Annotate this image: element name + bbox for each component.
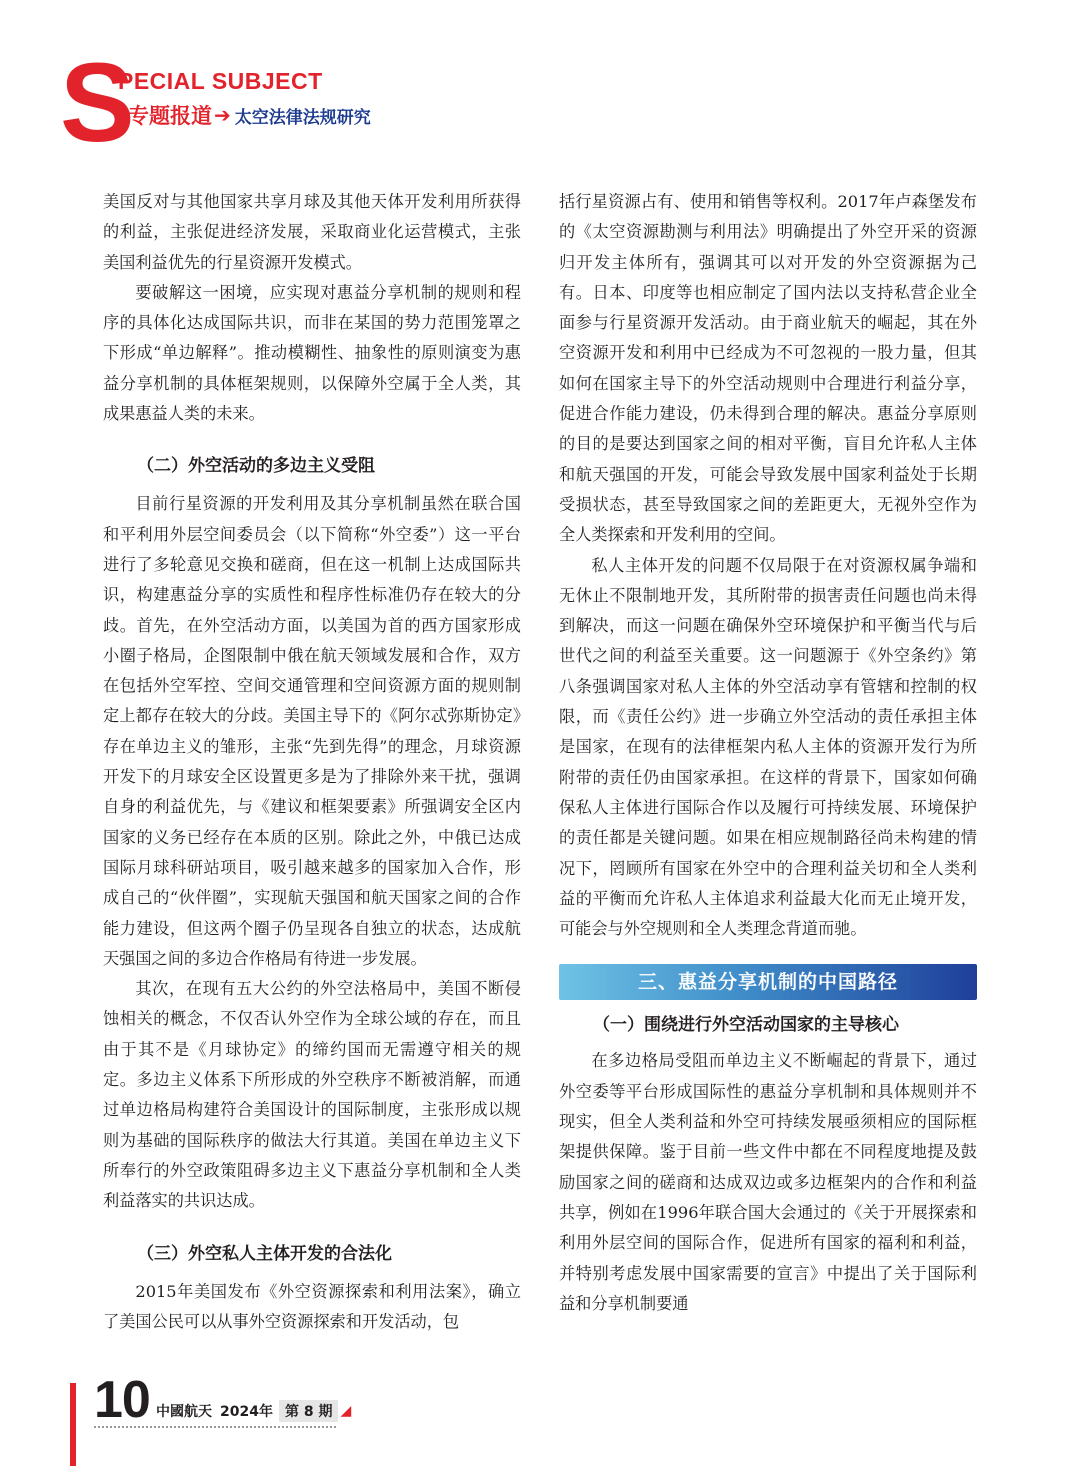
magazine-name: 中國航天 <box>156 1404 212 1420</box>
subsection-heading: （三）外空私人主体开发的合法化 <box>137 1243 392 1264</box>
section-breadcrumb <box>128 100 371 130</box>
left-column <box>103 187 521 1337</box>
page-number: 10 <box>94 1371 150 1429</box>
issue-year: 2024年 <box>220 1404 273 1420</box>
paragraph: 2015年美国发布《外空资源探索和利用法案》，确立了美国公民可以从事外空资源探索和开发活动，包 <box>103 1281 521 1331</box>
issue-number: 第 8 期 <box>279 1400 339 1422</box>
right-column <box>559 187 977 1319</box>
footer-divider <box>94 1426 336 1428</box>
paragraph: 其次，在现有五大公约的外空法格局中，美国不断侵蚀相关的概念，不仅否认外空作为全球公域的存在，而且由于其不是《月球协定》的缔约国而无需遵守相关的规定。多边主义体系下所形成的外空秩序不断被消解，而通过单边格局构建符合美国设计的国际制度，主张形成以规则为基础的国际秩序的做法大行其道。美国在单边主义下所奉行的外空政策阻碍多边主义下惠益分享机制和全人类利益落实的共识达成。 <box>103 979 521 1211</box>
footer-info <box>156 1400 351 1422</box>
special-subject-title: PECIAL SUBJECT <box>118 68 323 94</box>
paragraph: 目前行星资源的开发利用及其分享机制虽然在联合国和平利用外层空间委员会（以下简称“外空委”）这一平台进行了多轮意见交换和磋商，但在这一机制上达成国际共识，构建惠益分享的实质性和程序性标准仍存在较大的分歧。首先，在外空活动方面，以美国为首的西方国家形成小圈子格局，企图限制中俄在航天领域发展和合作，双方在包括外空军控、空间交通管理和空间资源方面的规则制定上都存在较大的分歧。美国主导下的《阿尔忒弥斯协定》存在单边主义的雏形，主张“先到先得”的理念，月球资源开发下的月球安全区设置更多是为了排除外来干扰，强调自身的利益优先，与《建议和框架要素》所强调安全区内国家的义务已经存在本质的区别。除此之外，中俄已达成国际月球科研站项目，吸引越来越多的国家加入合作，形成自己的“伙伴圈”，实现航天强国和航天国家之间的合作能力建设，但这两个圈子仍呈现各自独立的状态，达成航天强国之间的多边合作格局有待进一步发展。 <box>103 494 521 968</box>
footer-accent-bar <box>70 1383 76 1466</box>
paragraph: 要破解这一困境，应实现对惠益分享机制的规则和程序的具体化达成国际共识，而非在某国的势力范围笼罩之下形成“单边解释”。推动模糊性、抽象性的原则演变为惠益分享机制的具体框架规则，以保障外空属于全人类，其成果惠益人类的未来。 <box>103 282 521 424</box>
section-banner: 三、惠益分享机制的中国路径 <box>559 964 977 1000</box>
topic-name: 太空法律法规研究 <box>234 107 371 128</box>
paragraph: 在多边格局受阻而单边主义不断崛起的背景下，通过外空委等平台形成国际性的惠益分享机制和具体规则并不现实，但全人类利益和外空可持续发展亟须相应的国际框架提供保障。鉴于目前一些文件中都在不同程度地提及鼓励国家之间的磋商和达成双边或多边框架内的合作和利益共享，例如在1996年联合国大会通过的《关于开展探索和利用外层空间的国际合作，促进所有国家的福利和利益，并特别考虑发展中国家需要的宣言》中提出了关于国际利益和分享机制要通 <box>559 1051 977 1313</box>
column-name: 专题报道 <box>128 104 212 128</box>
arrow-right-icon: ➔ <box>214 103 231 127</box>
subsection-heading: （一）围绕进行外空活动国家的主导核心 <box>593 1015 899 1036</box>
paragraph: 私人主体开发的问题不仅局限于在对资源权属争端和无休止不限制地开发，其所附带的损害责任问题也尚未得到解决，而这一问题在确保外空环境保护和平衡当代与后世代之间的利益至关重要。这一问题源于《外空条约》第八条强调国家对私人主体的外空活动享有管辖和控制的权限，而《责任公约》进一步确立外空活动的责任承担主体是国家，在现有的法律框架内私人主体的资源开发行为所附带的责任仍由国家承担。在这样的背景下，国家如何确保私人主体进行国际合作以及履行可持续发展、环境保护的责任都是关键问题。如果在相应规制路径尚未构建的情况下，罔顾所有国家在外空中的合理利益关切和全人类利益的平衡而允许私人主体追求利益最大化而无止境开发，可能会与外空规则和全人类理念背道而驰。 <box>559 555 977 939</box>
paragraph: 美国反对与其他国家共享月球及其他天体开发利用所获得的利益，主张促进经济发展，采取商业化运营模式，主张美国利益优先的行星资源开发模式。 <box>103 192 521 272</box>
special-subject-logo-letter: S <box>60 40 131 165</box>
paragraph: 括行星资源占有、使用和销售等权利。2017年卢森堡发布的《太空资源勘测与利用法》明确提出了外空开采的资源归开发主体所有，强调其可以对开发的外空资源据为己有。日本、印度等也相应制定了国内法以支持私营企业全面参与行星资源开发活动。由于商业航天的崛起，其在外空资源开发和利用中已经成为不可忽视的一股力量，但其如何在国家主导下的外空活动规则中合理进行利益分享，促进合作能力建设，仍未得到合理的解决。惠益分享原则的目的是要达到国家之间的相对平衡，盲目允许私人主体和航天强国的开发，可能会导致发展中国家利益处于长期受损状态，甚至导致国家之间的差距更大，无视外空作为全人类探索和开发利用的空间。 <box>559 192 977 545</box>
corner-mark-icon: ◢ <box>340 1403 352 1419</box>
subsection-heading: （二）外空活动的多边主义受阻 <box>137 456 375 477</box>
